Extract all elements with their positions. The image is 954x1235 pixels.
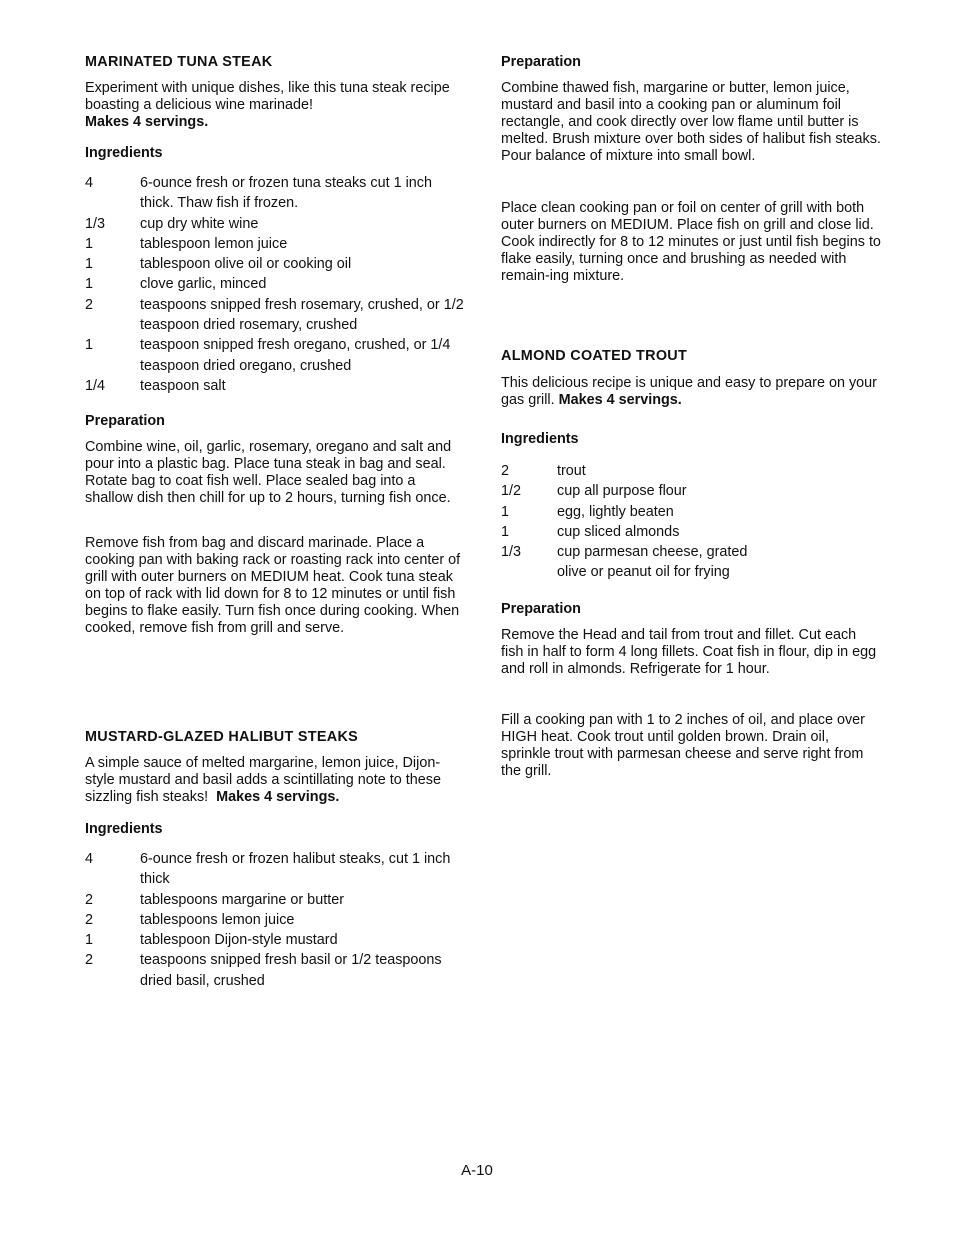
preparation-paragraph: Place clean cooking pan or foil on center of grill with both outer burners on MEDIUM. Place fish on grill and close lid. Cook indirectly for 8 to 12 minutes or just until fish begins to flake easily, turning once and brushing as needed with remain-ing mixture. — [501, 200, 881, 284]
servings-trout: Makes 4 servings. — [558, 392, 682, 408]
ingredient-text: 6-ounce fresh or frozen halibut steaks, cut 1 inch thick — [140, 851, 451, 888]
ingredients-heading-halibut: Ingredients — [85, 821, 163, 837]
tuna-preparation-heading-block — [85, 413, 465, 430]
ingredient-list-halibut — [85, 849, 465, 991]
recipe-title-halibut: MUSTARD-GLAZED HALIBUT STEAKS — [85, 729, 359, 745]
ingredient-qty: 2 — [501, 463, 510, 479]
recipe-title-tuna: MARINATED TUNA STEAK — [85, 54, 273, 70]
tuna-intro — [85, 80, 465, 131]
trout-title-block — [501, 348, 881, 365]
ingredient-item — [85, 950, 465, 991]
ingredients-heading-tuna: Ingredients — [85, 145, 163, 161]
preparation-paragraph: Remove the Head and tail from trout and fillet. Cut each fish in half to form 4 long fillets. Coat fish in flour, dip in egg and roll in almonds. Refrigerate for 1 hour. — [501, 627, 877, 677]
ingredient-item — [501, 522, 881, 542]
ingredient-qty: 4 — [85, 851, 94, 867]
ingredient-qty: 2 — [85, 891, 94, 908]
ingredient-qty: 2 — [85, 952, 94, 969]
ingredient-item — [85, 930, 465, 950]
ingredient-text: olive or peanut oil for frying — [557, 564, 730, 581]
ingredient-qty: 1 — [501, 503, 510, 520]
ingredient-text: tablespoon olive oil or cooking oil — [140, 256, 352, 273]
trout-ingredients-heading-block — [501, 431, 881, 448]
ingredient-text: teaspoon salt — [140, 377, 226, 394]
ingredient-item — [85, 890, 465, 910]
ingredient-text: 6-ounce fresh or frozen tuna steaks cut 1 inch thick. Thaw fish if frozen. — [140, 175, 432, 212]
ingredient-text: teaspoons snipped fresh rosemary, crushed, or 1/2 teaspoon dried rosemary, crushed — [140, 296, 464, 334]
trout-preparation-block-2 — [501, 712, 881, 780]
ingredient-qty: 1/3 — [85, 215, 106, 232]
trout-ingredients-block — [501, 461, 881, 583]
ingredient-item — [85, 274, 465, 294]
halibut-ingredients-heading-block — [85, 821, 465, 838]
ingredient-qty: 4 — [85, 175, 94, 191]
preparation-paragraph: Fill a cooking pan with 1 to 2 inches of oil, and place over HIGH heat. Cook trout until golden brown. Drain oil, sprinkle trout with parmesan cheese and serve right from the grill. — [501, 712, 865, 779]
ingredient-text: clove garlic, minced — [140, 276, 267, 293]
ingredient-qty: 1/4 — [85, 377, 106, 394]
recipe-intro-halibut: A simple sauce of melted margarine, lemon juice, Dijon-style mustard and basil adds a scintillating note to these sizzling fish steaks! — [85, 755, 441, 805]
ingredient-item — [501, 562, 881, 582]
tuna-title-block — [85, 54, 465, 71]
ingredient-text: trout — [557, 463, 586, 479]
ingredient-text: tablespoon Dijon-style mustard — [140, 932, 338, 949]
ingredient-qty: 1/3 — [501, 544, 522, 561]
halibut-preparation-block — [501, 80, 881, 165]
recipe-title-trout: ALMOND COATED TROUT — [501, 348, 688, 364]
ingredient-text: egg, lightly beaten — [557, 503, 674, 520]
tuna-ingredients-block — [85, 173, 465, 396]
halibut-preparation-heading-block — [501, 54, 881, 71]
ingredient-text: tablespoon lemon juice — [140, 235, 288, 252]
ingredient-item — [85, 335, 465, 376]
tuna-ingredients-heading-block — [85, 145, 465, 162]
trout-preparation-block — [501, 627, 881, 678]
ingredient-text: teaspoons snipped fresh basil or 1/2 teaspoons dried basil, crushed — [140, 952, 442, 989]
ingredient-text: cup sliced almonds — [557, 523, 680, 540]
ingredient-item — [85, 254, 465, 274]
halibut-intro — [85, 755, 465, 806]
ingredient-qty: 1 — [85, 932, 94, 949]
ingredient-item — [85, 234, 465, 254]
preparation-heading-halibut: Preparation — [501, 54, 581, 70]
recipe-intro-trout: This delicious recipe is unique and easy to prepare on your gas grill. — [501, 375, 877, 408]
ingredient-text: tablespoons margarine or butter — [140, 891, 344, 908]
ingredient-item — [85, 910, 465, 930]
ingredient-item — [501, 481, 881, 501]
servings-halibut: Makes 4 servings. — [216, 789, 340, 805]
tuna-preparation-block — [85, 439, 465, 507]
ingredient-item — [501, 461, 881, 481]
ingredient-qty: 1 — [85, 235, 94, 252]
ingredient-qty: 2 — [85, 296, 94, 313]
ingredient-qty: 1 — [501, 523, 510, 540]
preparation-paragraph: Combine wine, oil, garlic, rosemary, oregano and salt and pour into a plastic bag. Place tuna steak in bag and seal. Rotate bag to coat fish well. Place sealed bag into a shallow dish then chill for up to 2 hours, turning fish once. — [85, 439, 452, 506]
ingredient-list-tuna — [85, 173, 465, 396]
preparation-paragraph: Remove fish from bag and discard marinade. Place a cooking pan with baking rack or roasting rack into center of grill with outer burners on MEDIUM heat. Cook tuna steak on top of rack with lid down for 8 to 12 minutes or until fish begins to flake easily. Turn fish once during cooking. When cooked, remove fish from grill and serve. — [85, 535, 461, 636]
ingredient-item — [85, 376, 465, 396]
ingredient-text: tablespoons lemon juice — [140, 911, 295, 928]
ingredient-item — [501, 502, 881, 522]
halibut-title-block — [85, 729, 465, 746]
recipe-intro-tuna: Experiment with unique dishes, like this tuna steak recipe boasting a delicious wine marinade! — [85, 80, 450, 113]
servings-tuna: Makes 4 servings. — [85, 114, 209, 130]
ingredient-item — [501, 542, 881, 562]
ingredient-qty — [501, 562, 557, 582]
tuna-preparation-block-2 — [85, 535, 465, 637]
ingredient-qty: 1 — [85, 256, 94, 273]
page-number: A-10 — [461, 1162, 493, 1179]
ingredient-item — [85, 173, 465, 214]
ingredient-item — [85, 295, 465, 336]
trout-preparation-heading-block — [501, 601, 881, 618]
preparation-heading-trout: Preparation — [501, 601, 581, 617]
ingredient-item — [85, 849, 465, 890]
ingredient-text: cup dry white wine — [140, 215, 259, 232]
ingredient-item — [85, 214, 465, 234]
ingredients-heading-trout: Ingredients — [501, 431, 579, 447]
trout-intro — [501, 375, 881, 409]
preparation-paragraph: Combine thawed fish, margarine or butter, lemon juice, mustard and basil into a cooking pan or aluminum foil rectangle, and cook directly over low flame until butter is melted. Brush mixture over both sides of halibut fish steaks. Pour balance of mixture into small bowl. — [501, 80, 881, 164]
ingredient-text: teaspoon snipped fresh oregano, crushed, or 1/4 teaspoon dried oregano, crushed — [140, 337, 451, 374]
ingredient-qty: 2 — [85, 911, 94, 928]
ingredient-qty: 1/2 — [501, 483, 522, 500]
preparation-heading-tuna: Preparation — [85, 413, 165, 429]
ingredient-list-trout — [501, 461, 881, 583]
ingredient-qty: 1 — [85, 337, 94, 354]
ingredient-text: cup all purpose flour — [557, 483, 687, 500]
ingredient-text: cup parmesan cheese, grated — [557, 544, 748, 561]
halibut-ingredients-block — [85, 849, 465, 991]
ingredient-qty: 1 — [85, 276, 94, 293]
halibut-preparation-block-2 — [501, 200, 881, 285]
